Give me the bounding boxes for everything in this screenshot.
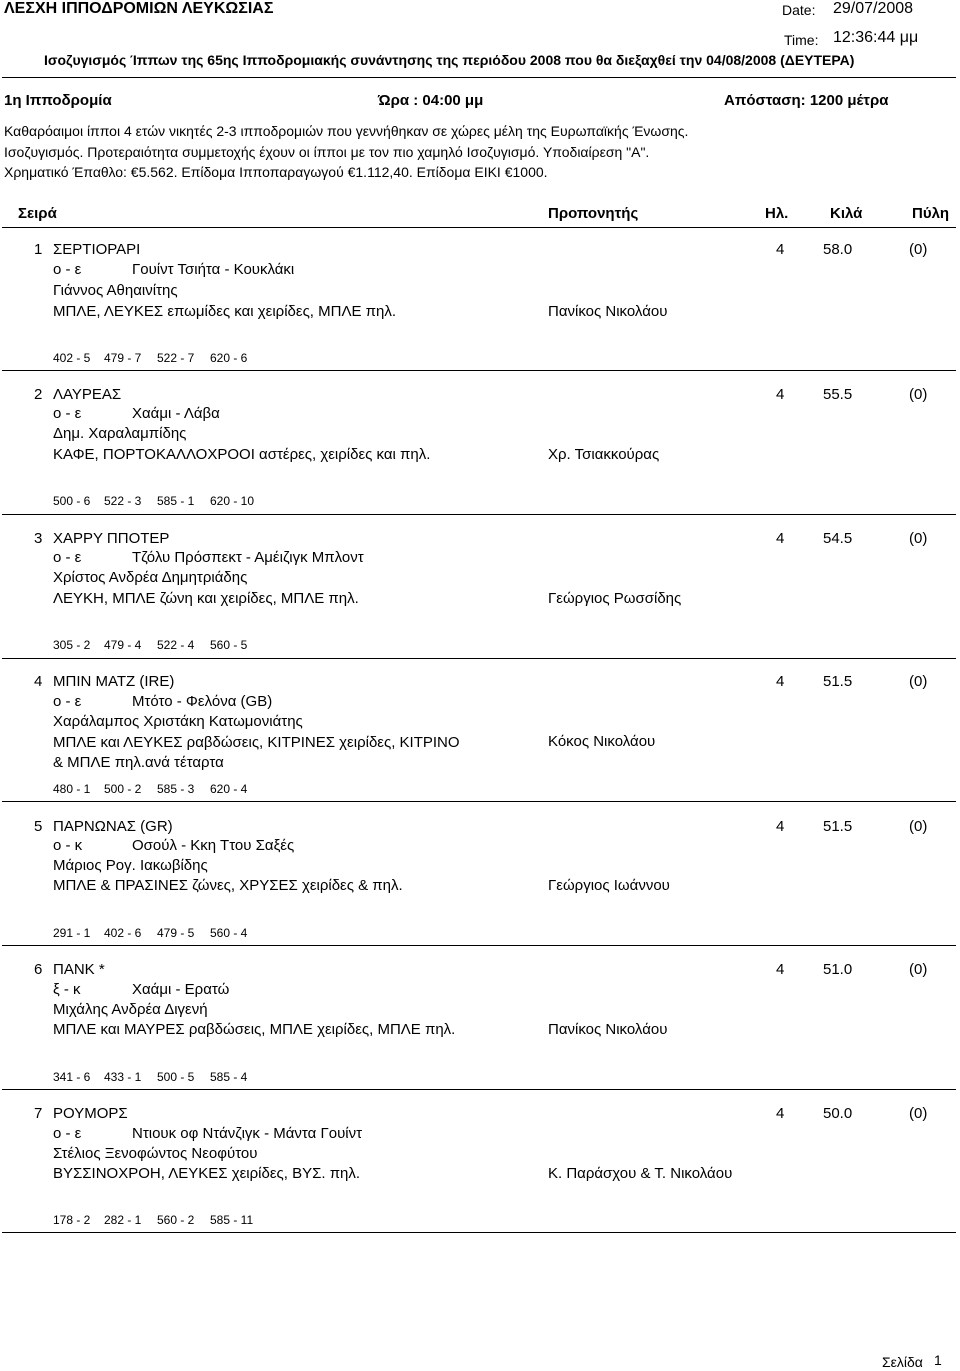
entry-divider	[2, 658, 956, 659]
horse-rating: 585 - 1	[157, 494, 195, 508]
horse-rating: 522 - 7	[157, 351, 195, 365]
meeting-subtitle: Ισοζυγισμός Ίππων της 65ης Ιπποδρομιακής συνάντησης της περιόδου 2008 που θα διεξαχθεί την 04/08/2008 (ΔΕΥΤΕΡΑ)	[44, 52, 855, 68]
horse-sex: ο - ε	[53, 405, 82, 422]
horse-rating: 522 - 3	[104, 494, 142, 508]
horse-owner: Στέλιος Ξενοφώντος Νεοφύτου	[53, 1145, 258, 1162]
entry-divider	[2, 801, 956, 802]
entry-divider	[2, 945, 956, 946]
horse-rating: 585 - 4	[210, 1070, 248, 1084]
horse-sex: ο - κ	[53, 837, 83, 854]
horse-sex: ο - ε	[53, 549, 82, 566]
horse-rating: 620 - 10	[210, 494, 255, 508]
horse-name: ΠΑΝΚ *	[53, 961, 105, 978]
horse-age: 4	[776, 961, 785, 978]
column-header-age: Ηλ.	[765, 205, 789, 222]
horse-gate: (0)	[909, 386, 928, 403]
race-time: Ώρα : 04:00 μμ	[378, 92, 484, 109]
horse-rating: 479 - 4	[104, 638, 142, 652]
horse-trainer: Χρ. Τσιακκούρας	[548, 446, 660, 463]
horse-colors: ΒΥΣΣΙΝΟΧΡΟΗ, ΛΕΥΚΕΣ χειρίδες, ΒΥΣ. πηλ.	[53, 1165, 361, 1182]
horse-rating: 620 - 4	[210, 782, 248, 796]
horse-rating: 500 - 6	[53, 494, 91, 508]
entry-divider	[2, 1089, 956, 1090]
horse-rating: 341 - 6	[53, 1070, 91, 1084]
date-value: 29/07/2008	[833, 0, 914, 17]
horse-trainer: Κ. Παράσχου & Τ. Νικολάου	[548, 1165, 733, 1182]
table-header-divider	[2, 227, 956, 228]
horse-rating: 560 - 2	[157, 1213, 195, 1227]
time-label: Time:	[784, 32, 819, 48]
horse-number: 7	[34, 1105, 43, 1122]
race-condition-line: Ισοζυγισμός. Προτεραιότητα συμμετοχής έχουν οι ίπποι με τον πιο χαμηλό Ισοζυγισμό. Υποδιαίρεση "Α".	[4, 144, 650, 160]
horse-rating: 480 - 1	[53, 782, 91, 796]
horse-owner: Χρίστος Ανδρέα Δημητριάδης	[53, 569, 248, 586]
column-header-trainer: Προπονητής	[548, 205, 639, 222]
horse-sex: ο - ε	[53, 261, 82, 278]
horse-rating: 620 - 6	[210, 351, 248, 365]
horse-weight: 51.5	[823, 673, 853, 690]
horse-weight: 54.5	[823, 530, 853, 547]
header-divider	[2, 77, 956, 78]
horse-weight: 51.0	[823, 961, 853, 978]
horse-pedigree: Μτότο - Φελόνα (GB)	[132, 693, 273, 710]
horse-weight: 55.5	[823, 386, 853, 403]
horse-owner: Χαράλαμπος Χριστάκη Κατωμονιάτης	[53, 713, 303, 730]
horse-trainer: Πανίκος Νικολάου	[548, 303, 668, 320]
horse-colors: ΜΠΛΕ, ΛΕΥΚΕΣ επωμίδες και χειρίδες, ΜΠΛΕ πηλ.	[53, 303, 397, 320]
horse-rating: 282 - 1	[104, 1213, 142, 1227]
column-header-gate: Πύλη	[912, 205, 950, 222]
horse-rating: 291 - 1	[53, 926, 91, 940]
horse-number: 5	[34, 818, 43, 835]
race-condition-line: Καθαρόαιμοι ίπποι 4 ετών νικητές 2-3 ιπποδρομιών που γεννήθηκαν σε χώρες μέλη της Ευρωπαϊκής Ένωσης.	[4, 123, 689, 139]
horse-rating: 305 - 2	[53, 638, 91, 652]
time-value: 12:36:44 μμ	[833, 29, 919, 46]
horse-number: 1	[34, 241, 43, 258]
entry-divider	[2, 514, 956, 515]
horse-owner: Γιάννος Αθηαινίτης	[53, 282, 178, 299]
horse-number: 4	[34, 673, 43, 690]
horse-rating: 402 - 5	[53, 351, 91, 365]
horse-colors-continued: & ΜΠΛΕ πηλ.ανά τέταρτα	[53, 754, 224, 771]
horse-colors: ΚΑΦΕ, ΠΟΡΤΟΚΑΛΛΟΧΡΟΟΙ αστέρες, χειρίδες και πηλ.	[53, 446, 431, 463]
horse-gate: (0)	[909, 961, 928, 978]
horse-age: 4	[776, 386, 785, 403]
horse-pedigree: Χαάμι - Λάβα	[132, 405, 220, 422]
horse-rating: 522 - 4	[157, 638, 195, 652]
horse-name: ΣΕΡΤΙΟΡΑΡΙ	[53, 241, 141, 258]
column-header-order: Σειρά	[18, 205, 57, 222]
horse-colors: ΛΕΥΚΗ, ΜΠΛΕ ζώνη και χειρίδες, ΜΠΛΕ πηλ.	[53, 590, 359, 607]
horse-rating: 479 - 7	[104, 351, 142, 365]
horse-colors: ΜΠΛΕ & ΠΡΑΣΙΝΕΣ ζώνες, ΧΡΥΣΕΣ χειρίδες & πηλ.	[53, 877, 403, 894]
horse-name: ΜΠΙΝ ΜΑΤΖ (IRE)	[53, 673, 175, 690]
horse-gate: (0)	[909, 530, 928, 547]
horse-pedigree: Ντιουκ οφ Ντάνζιγκ - Μάντα Γουίντ	[132, 1125, 363, 1142]
horse-weight: 50.0	[823, 1105, 853, 1122]
horse-pedigree: Χαάμι - Ερατώ	[132, 981, 230, 998]
race-condition-line: Χρηματικό Έπαθλο: €5.562. Επίδομα Ιπποπαραγωγού €1.112,40. Επίδομα ΕΙΚΙ €1000.	[4, 164, 548, 180]
horse-name: ΛΑΥΡΕΑΣ	[53, 386, 122, 403]
horse-rating: 433 - 1	[104, 1070, 142, 1084]
entry-divider	[2, 370, 956, 371]
horse-gate: (0)	[909, 241, 928, 258]
page-number: 1	[934, 1352, 942, 1368]
horse-trainer: Πανίκος Νικολάου	[548, 1021, 668, 1038]
horse-trainer: Γεώργιος Ιωάννου	[548, 877, 670, 894]
horse-colors: ΜΠΛΕ και ΛΕΥΚΕΣ ραβδώσεις, ΚΙΤΡΙΝΕΣ χειρίδες, ΚΙΤΡΙΝΟ	[53, 734, 460, 751]
horse-trainer: Κόκος Νικολάου	[548, 733, 656, 750]
horse-gate: (0)	[909, 1105, 928, 1122]
horse-trainer: Γεώργιος Ρωσσίδης	[548, 590, 682, 607]
horse-weight: 58.0	[823, 241, 853, 258]
horse-number: 6	[34, 961, 43, 978]
horse-sex: ξ - κ	[53, 981, 81, 998]
horse-age: 4	[776, 673, 785, 690]
horse-sex: ο - ε	[53, 1125, 82, 1142]
horse-rating: 479 - 5	[157, 926, 195, 940]
horse-gate: (0)	[909, 818, 928, 835]
horse-owner: Μάριος Ρογ. Ιακωβίδης	[53, 857, 208, 874]
page-label: Σελίδα	[882, 1354, 923, 1370]
date-label: Date:	[782, 2, 816, 18]
horse-colors: ΜΠΛΕ και ΜΑΥΡΕΣ ραβδώσεις, ΜΠΛΕ χειρίδες, ΜΠΛΕ πηλ.	[53, 1021, 456, 1038]
horse-weight: 51.5	[823, 818, 853, 835]
horse-rating: 585 - 3	[157, 782, 195, 796]
entry-divider	[2, 1232, 956, 1233]
horse-rating: 402 - 6	[104, 926, 142, 940]
horse-name: ΠΑΡΝΩΝΑΣ (GR)	[53, 818, 173, 835]
horse-name: ΧΑΡΡΥ ΠΠΟΤΕΡ	[53, 530, 170, 547]
horse-pedigree: Γουίντ Τσιήτα - Κουκλάκι	[132, 261, 295, 278]
horse-age: 4	[776, 530, 785, 547]
horse-sex: ο - ε	[53, 693, 82, 710]
horse-rating: 500 - 5	[157, 1070, 195, 1084]
race-title: 1η Ιπποδρομία	[4, 92, 112, 109]
horse-age: 4	[776, 1105, 785, 1122]
horse-rating: 560 - 5	[210, 638, 248, 652]
horse-pedigree: Τζόλυ Πρόσπεκτ - Αμέιζιγκ Μπλοντ	[132, 549, 364, 566]
horse-age: 4	[776, 818, 785, 835]
horse-pedigree: Οσούλ - Κκη Ττου Σαξές	[132, 837, 295, 854]
horse-name: ΡΟΥΜΟΡΣ	[53, 1105, 128, 1122]
horse-number: 2	[34, 386, 43, 403]
horse-rating: 178 - 2	[53, 1213, 91, 1227]
column-header-weight: Κιλά	[830, 205, 863, 222]
horse-gate: (0)	[909, 673, 928, 690]
race-distance: Απόσταση: 1200 μέτρα	[724, 92, 889, 109]
horse-age: 4	[776, 241, 785, 258]
horse-owner: Μιχάλης Ανδρέα Διγενή	[53, 1001, 208, 1018]
organization-title: ΛΕΣΧΗ ΙΠΠΟΔΡΟΜΙΩΝ ΛΕΥΚΩΣΙΑΣ	[4, 0, 274, 17]
horse-rating: 585 - 11	[210, 1213, 254, 1227]
horse-rating: 500 - 2	[104, 782, 142, 796]
horse-number: 3	[34, 530, 43, 547]
horse-rating: 560 - 4	[210, 926, 248, 940]
horse-owner: Δημ. Χαραλαμπίδης	[53, 425, 187, 442]
